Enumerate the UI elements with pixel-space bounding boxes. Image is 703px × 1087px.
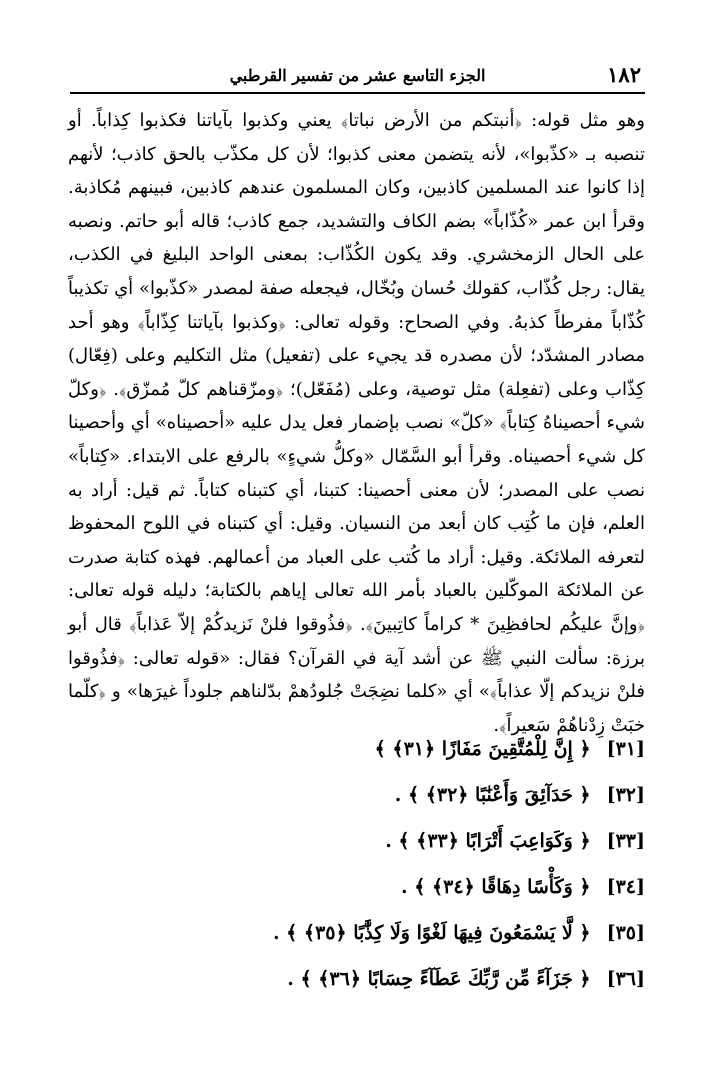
verse-number: [٣٤]	[606, 876, 645, 898]
verse-number: [٣٦]	[606, 968, 645, 990]
commentary-text	[68, 104, 645, 742]
verse-text: ﴿ إِنَّ لِلْمُتَّقِينَ مَفَازًا ﴿٣١﴾ ﴾	[374, 738, 591, 760]
verse-32	[68, 772, 645, 818]
page-number: ١٨٢	[607, 62, 641, 87]
verse-36	[68, 956, 645, 1002]
verse-text: ﴿ جَزَآءً مِّن رَّبِّكَ عَطَآءً حِسَابًا ﴿٣٦﴾ ﴾ .	[287, 968, 591, 990]
commentary-paragraph: وهو مثل قوله: ﴿أنبتكم من الأرض نباتا﴾ يعني وكذبوا بآياتنا فكذبوا كِذاباً. أو تنصبه بـ «كذّبوا»، لأنه يتضمن معنى كذبوا؛ لأن كل مكذّب بالحق كاذب؛ لأنهم إذا كانوا عند المسلمين كاذبين، وكان المسلمون عندهم كاذبين، فبينهم مُكاذبة. وقرأ ابن عمر «كُذّاباً» بضم الكاف والتشديد، جمع كاذب؛ قاله أبو حاتم. ونصبه على الحال الزمخشري. وقد يكون الكُذّاب: بمعنى الواحد البليغ في الكذب، يقال: رجل كُذّاب، كقولك حُسان وبُخّال، فيجعله صفة لمصدر «كذّبوا» أي تكذيباً كُذّاباً مفرطاً كذبهُ. وفي الصحاح: وقوله تعالى: ﴿وكذبوا بآياتنا كِذّاباً﴾ وهو أحد مصادر المشدّد؛ لأن مصدره قد يجيء على (تفعيل) مثل التكليم وعلى (فِعّال) كِذّاب وعلى (تفعِلة) مثل توصية، وعلى (مُفَعّل)؛ ﴿ومزّقناهم كلّ مُمزّق﴾. ﴿وكلّ شيء أحصيناهُ كِتاباً﴾ «كلّ» نصب بإضمار فعل يدل عليه «أحصيناه» أي وأحصينا كل شيء أحصيناه. وقرأ أبو السَّمّال «وكلُّ شيءٍ» بالرفع على الابتداء. «كِتاباً» نصب على المصدر؛ لأن معنى أحصينا: كتبنا، أي كتبناه كتاباً. ثم قيل: أراد به العلم، فإن ما كُتِب كان أبعد من النسيان. وقيل: أي كتبناه في اللوح المحفوظ لتعرفه الملائكة. وقيل: أراد ما كُتب على العباد من أعمالهم. فهذه كتابة صدرت عن الملائكة الموكّلين بالعباد بأمر الله تعالى إياهم بالكتابة؛ دليله قوله تعالى: ﴿وإنَّ عليكُم لحافظِينَ * كراماً كاتِبينَ﴾. ﴿فذُوقوا فلنْ نَزيدكُمْ إلاّ عَذاباً﴾ قال أبو برزة: سألت النبي ﷺ عن أشد آية في القرآن؟ فقال: «قوله تعالى: ﴿فذُوقوا فلنْ نزيدكم إلّا عذاباً﴾» أي «كلما نضِجَتْ جُلودُهمْ بدّلناهم جلوداً غيرَها» و ﴿كلّما خبَتْ زِدْناهُمْ سَعيراً﴾.	[68, 110, 645, 736]
verse-number: [٣١]	[606, 738, 645, 760]
verse-number: [٣٥]	[606, 922, 645, 944]
verse-list	[68, 726, 645, 1002]
verse-35	[68, 910, 645, 956]
verse-number: [٣٢]	[606, 784, 645, 806]
running-title: الجزء التاسع عشر من تفسير القرطبي	[229, 66, 486, 85]
verse-31	[68, 726, 645, 772]
verse-34	[68, 864, 645, 910]
verse-text: ﴿ لَّا يَسْمَعُونَ فِيهَا لَغْوًا وَلَا كِذَّٰبًا ﴿٣٥﴾ ﴾ .	[272, 922, 591, 944]
verse-text: ﴿ وَكَأْسًا دِهَاقًا ﴿٣٤﴾ ﴾ .	[401, 876, 591, 898]
verse-number: [٣٣]	[606, 830, 645, 852]
verse-text: ﴿ وَكَوَاعِبَ أَتْرَابًا ﴿٣٣﴾ ﴾ .	[385, 830, 591, 852]
page-header	[70, 62, 645, 94]
verse-33	[68, 818, 645, 864]
verse-text: ﴿ حَدَآئِقَ وَأَعْنَٰبًا ﴿٣٢﴾ ﴾ .	[394, 784, 591, 806]
